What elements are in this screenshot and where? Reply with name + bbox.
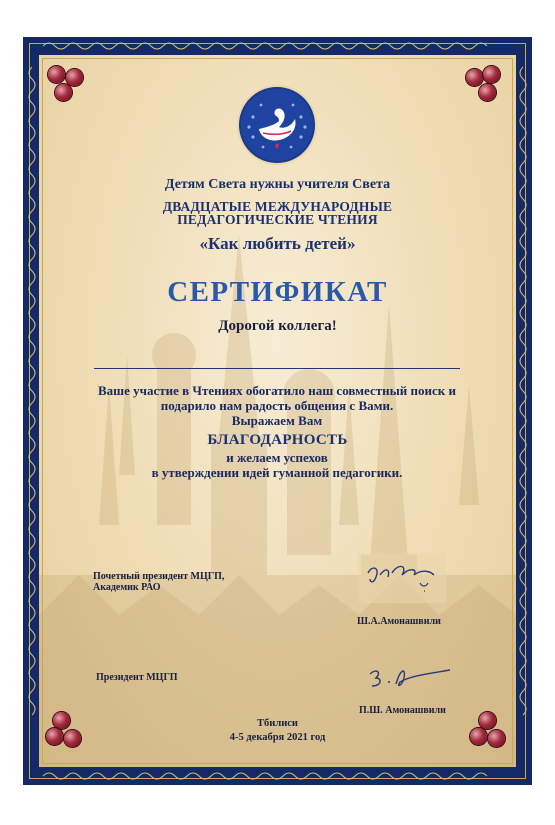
footer-date: 4-5 декабря 2021 год xyxy=(229,732,326,743)
certificate-body xyxy=(72,383,482,428)
certificate-heading: СЕРТИФИКАТ xyxy=(167,276,388,308)
body-line-2: подарило нам радость общения с Вами. xyxy=(160,398,394,413)
event-title-line2: ПЕДАГОГИЧЕСКИЕ ЧТЕНИЯ xyxy=(177,212,378,227)
certificate-body-closing xyxy=(72,450,482,480)
president-title: Президент МЦГП xyxy=(96,672,178,683)
president-name: П.Ш. Амонашвили xyxy=(359,705,446,716)
thanks-text: БЛАГОДАРНОСТЬ xyxy=(207,432,348,448)
event-title xyxy=(0,200,555,226)
honorary-title-line1: Почетный президент МЦГП, xyxy=(93,571,225,582)
honorary-president-name: Ш.А.Амонашвили xyxy=(357,616,441,627)
corner-ornament-top-left xyxy=(46,64,86,104)
corner-ornament-top-right xyxy=(464,64,504,104)
body-line-3: Выражаем Вам xyxy=(231,413,323,428)
greeting-text: Дорогой коллега! xyxy=(218,318,337,334)
honorary-president-title xyxy=(93,571,224,593)
body-line-1: Ваше участие в Чтениях обогатило наш совместный поиск и xyxy=(98,383,456,398)
event-subtitle: «Как любить детей» xyxy=(199,234,356,253)
swan-icon xyxy=(239,87,315,163)
event-title-line1: ДВАДЦАТЫЕ МЕЖДУНАРОДНЫЕ xyxy=(162,199,393,214)
body-line-5: в утверждении идей гуманной педагогики. xyxy=(151,465,403,480)
body-line-4: и желаем успехов xyxy=(226,450,328,465)
divider-line xyxy=(94,368,460,369)
honorary-signature xyxy=(358,553,446,603)
slogan-text: Детям Света нужны учителя Света xyxy=(164,177,391,192)
swan-logo xyxy=(239,87,315,163)
president-signature xyxy=(366,660,456,700)
honorary-title-line2: Академик РАО xyxy=(93,582,161,593)
footer-city: Тбилиси xyxy=(257,718,298,729)
honorary-signature-area xyxy=(358,553,446,603)
